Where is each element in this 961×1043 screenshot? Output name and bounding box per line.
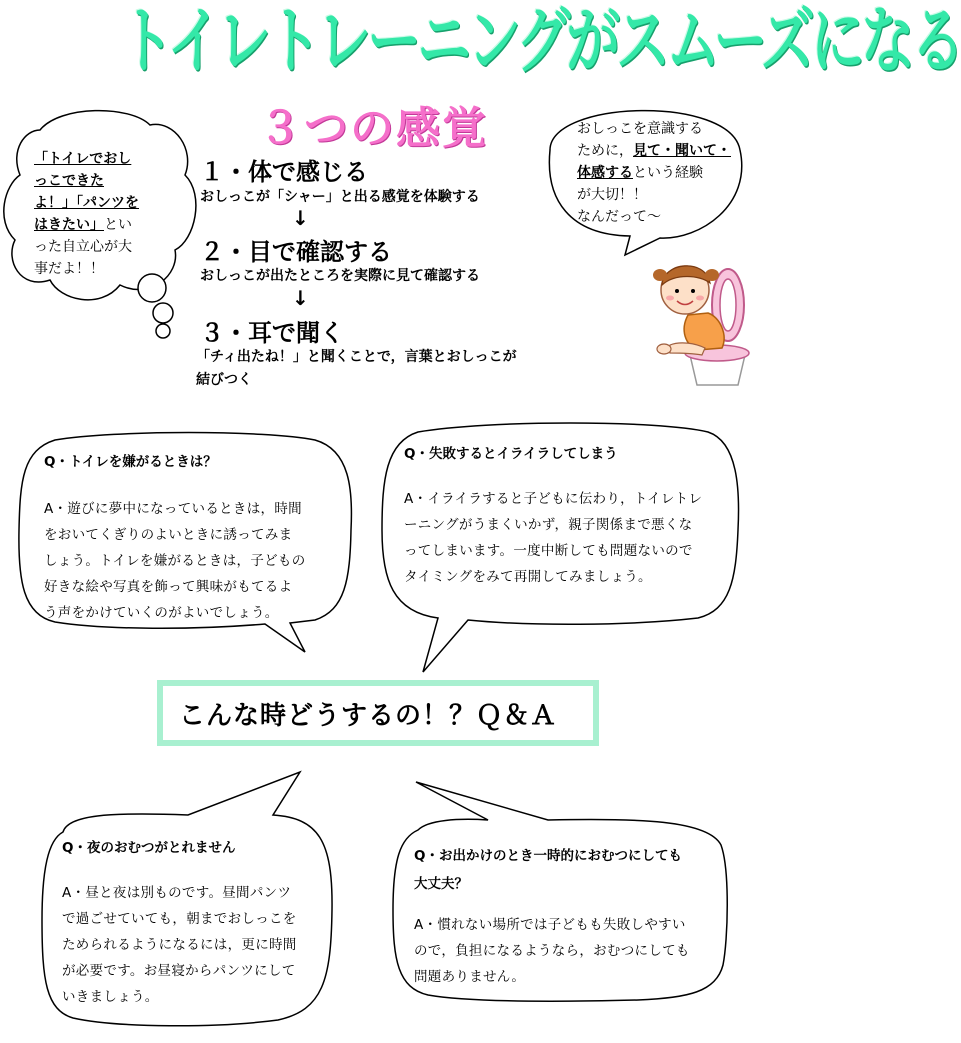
right-bubble-text: おしっこを意識する ために，見て・聞いて・ 体感するという経験 が大切！！ なんだって～ xyxy=(577,121,731,225)
step2-heading: ２・目で確認する xyxy=(200,238,392,266)
qa4-answer: A・慣れない場所では子どもも失敗しやすい ので，負担になるようなら，おむつにしても 問題ありません。 xyxy=(414,917,690,985)
qa2-question: Q・失敗するとイライラしてしまう xyxy=(404,446,618,462)
step3-heading: ３・耳で聞く xyxy=(200,319,344,347)
qa4-question: Q・お出かけのとき一時的におむつにしても 大丈夫？ xyxy=(414,848,682,892)
qa2-answer: A・イライラすると子どもに伝わり，トイレトレ ーニングがうまくいかず，親子関係まで悪くな ってしまいます。一度中断しても問題ないので タイミングをみて再開してみましょう。 xyxy=(404,491,703,585)
down-arrow-icon: ↓ xyxy=(292,206,309,230)
step1-desc: おしっこが「シャー」と出る感覚を体験する xyxy=(200,189,480,205)
step2-desc: おしっこが出たところを実際に見て確認する xyxy=(200,268,480,284)
down-arrow-icon: ↓ xyxy=(292,286,309,310)
step1-heading: １・体で感じる xyxy=(200,158,368,186)
qa1-answer: A・遊びに夢中になっているときは，時間 をおいてくぎりのよいときに誘ってみま しょう。トイレを嫌がるときは，子どもの 好きな絵や写真を飾って興味がもてるよ う声をかけていくのがよいでしょう。 xyxy=(44,501,306,621)
step3-desc-line1: 「チィ出たね！」と聞くことで，言葉とおしっこが xyxy=(196,349,517,365)
subtitle: ３つの感覚 xyxy=(258,103,488,154)
step3-desc-line2: 結びつく xyxy=(196,372,252,388)
qa-banner xyxy=(157,680,599,746)
qa1-question: Q・トイレを嫌がるときは？ xyxy=(44,454,217,470)
qa-banner-text: こんな時どうするの！？Ｑ＆Ａ xyxy=(163,686,593,740)
qa3-answer: A・昼と夜は別ものです。昼間パンツ で過ごせていても，朝までおしっこを ためられるようになるには，更に時間 が必要です。お昼寝からパンツにして いきましょう。 xyxy=(62,885,297,1005)
left-bubble-text: 「トイレでおし っこできた よ！」「パンツを はきたい」とい った自立心が大 事だよ！！ xyxy=(34,151,139,277)
child-on-potty-icon xyxy=(650,245,755,390)
main-title: トイレトレーニングがスムーズになる xyxy=(120,0,961,84)
qa3-question: Q・夜のおむつがとれません xyxy=(62,840,236,856)
